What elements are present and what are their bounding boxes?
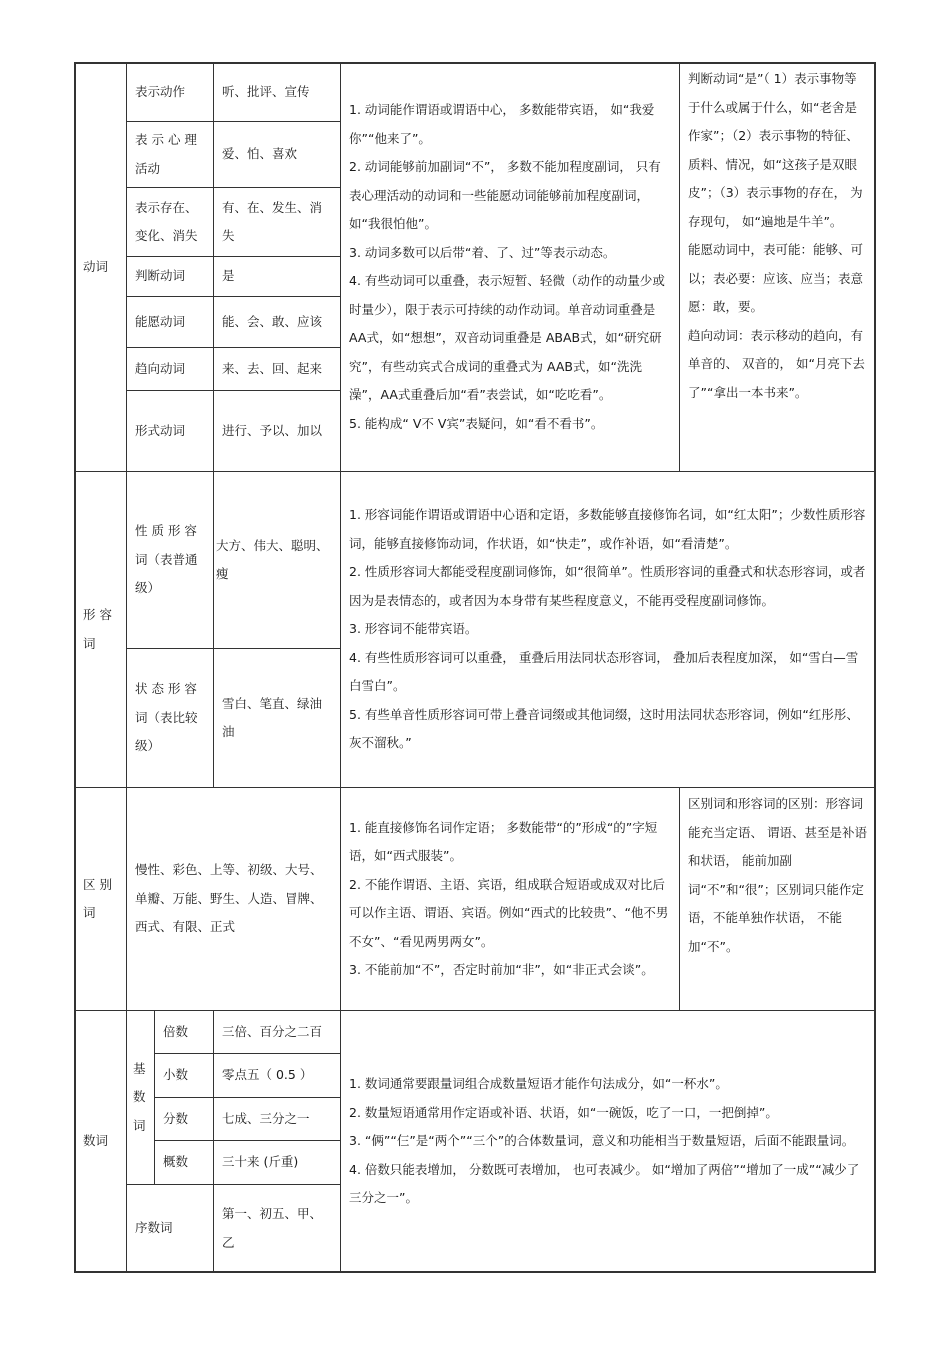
category-distinguishing: 区 别 词 xyxy=(74,787,127,1011)
verb-ex-formal: 进行、予以、加以 xyxy=(213,390,341,472)
numeral-sub-decimal: 小数 xyxy=(154,1053,214,1098)
numeral-features: 1. 数词通常要跟量词组合成数量短语才能作句法成分，如“一杯水”。 2. 数量短语通常用作定语或补语、状语，如“一碗饭，吃了一口，一把倒掉”。 3. “俩”“仨”是“两个”“三个”的合体数量词，意义和功能相当于数量短语，后面不能跟量词。 4. 倍数只能表增加， 分数既可表增加， 也可表减少。 如“增加了两倍”“增加了一成”“减少了三分之一”。 xyxy=(340,1010,876,1273)
numeral-base-label: 基 数 词 xyxy=(126,1010,155,1185)
distinct-note: 区别词和形容词的区别：形容词能充当定语、 谓语、甚至是补语和状语， 能前加副词“不”和“很”；区别词只能作定语，不能单独作状语， 不能加“不”。 xyxy=(679,787,876,1011)
category-adjective: 形 容 词 xyxy=(74,471,127,788)
verb-sub-exist: 表示存在、变化、消失 xyxy=(126,187,214,257)
numeral-ex-fraction: 七成、三分之一 xyxy=(213,1097,341,1141)
verb-sub-psych: 表 示 心 理 活动 xyxy=(126,121,214,188)
adj-ex-state: 雪白、笔直、绿油油 xyxy=(213,648,341,788)
numeral-ex-decimal: 零点五（ 0.5 ） xyxy=(213,1053,341,1098)
adj-features: 1. 形容词能作谓语或谓语中心语和定语，多数能够直接修饰名词，如“红太阳”；少数性质形容词，能够直接修饰动词，作状语，如“快走”，或作补语，如“看清楚”。 2. 性质形容词大都能受程度副词修饰，如“很简单”。性质形容词的重叠式和状态形容词，或者因为是表情态的，或者因为本身带有某些程度意义，不能再受程度副词修饰。 3. 形容词不能带宾语。 4. 有些性质形容词可以重叠， 重叠后用法同状态形容词， 叠加后表程度加深， 如“雪白—雪白雪白”。 5. 有些单音性质形容词可带上叠音词缀或其他词缀，这时用法同状态形容词，例如“红彤彤、灰不溜秋。” xyxy=(340,471,876,788)
verb-features: 1. 动词能作谓语或谓语中心， 多数能带宾语， 如“我爱你”“他来了”。 2. 动词能够前加副词“不”， 多数不能加程度副词， 只有表心理活动的动词和一些能愿动词能够前加程度副词，如“我很怕他”。 3. 动词多数可以后带“着、了、过”等表示动态。 4. 有些动词可以重叠，表示短暂、轻微（动作的动量少或时量少），限于表示可持续的动作动词。单音动词重叠是 AA式，如“想想”，双音动词重叠是 ABAB式，如“研究研究”，有些动宾式合成词的重叠式为 AAB式，如“洗洗澡”，AA式重叠后加“看”表尝试，如“吃吃看”。 5. 能构成“ V不 V宾”表疑问，如“看不看书”。 xyxy=(340,62,680,472)
verb-ex-action: 听、批评、宣传 xyxy=(213,62,341,122)
adj-sub-quality: 性 质 形 容 词（表普通级） xyxy=(126,471,214,649)
category-numeral: 数词 xyxy=(74,1010,127,1273)
verb-notes: 判断动词“是”（ 1）表示事物等于什么或属于什么，如“老舍是作家”；（2）表示事物的特征、质料、情况，如“这孩子是双眼皮”；（3）表示事物的存在， 为存现句， 如“遍地是牛羊”。 能愿动词中，表可能：能够、可以；表必要：应该、应当；表意愿：敢，要。 趋向动词：表示移动的趋向，有单音的、 双音的， 如“月亮下去了”“拿出一本书来”。 xyxy=(679,62,876,472)
verb-ex-psych: 爱、怕、喜欢 xyxy=(213,121,341,188)
adj-ex-quality: 大方、伟大、聪明、瘦 xyxy=(213,471,341,649)
numeral-sub-ordinal: 序数词 xyxy=(126,1184,214,1273)
verb-sub-action: 表示动作 xyxy=(126,62,214,122)
adj-sub-state: 状 态 形 容 词（表比较级） xyxy=(126,648,214,788)
verb-sub-formal: 形式动词 xyxy=(126,390,214,472)
verb-ex-modal: 能、会、敢、应该 xyxy=(213,296,341,348)
verb-ex-exist: 有、在、发生、消失 xyxy=(213,187,341,257)
numeral-sub-fraction: 分数 xyxy=(154,1097,214,1141)
distinct-examples: 慢性、彩色、上等、初级、大号、单瓣、万能、野生、人造、冒牌、西式、有限、正式 xyxy=(126,787,341,1011)
verb-ex-directional: 来、去、回、起来 xyxy=(213,347,341,391)
verb-ex-judge: 是 xyxy=(213,256,341,297)
numeral-ex-ordinal: 第一、初五、甲、乙 xyxy=(213,1184,341,1273)
numeral-sub-multiple: 倍数 xyxy=(154,1010,214,1054)
distinct-features: 1. 能直接修饰名词作定语； 多数能带“的”形成“的”字短语，如“西式服装”。 2. 不能作谓语、主语、宾语，组成联合短语或成双对比后可以作主语、谓语、宾语。例如“西式的比较贵”、“他不男不女”、“看见两男两女”。 3. 不能前加“不”，否定时前加“非”，如“非正式会谈”。 xyxy=(340,787,680,1011)
verb-sub-judge: 判断动词 xyxy=(126,256,214,297)
numeral-sub-approx: 概数 xyxy=(154,1140,214,1185)
verb-sub-directional: 趋向动词 xyxy=(126,347,214,391)
numeral-ex-approx: 三十来 (斤重) xyxy=(213,1140,341,1185)
category-verb: 动词 xyxy=(74,62,127,472)
numeral-ex-multiple: 三倍、百分之二百 xyxy=(213,1010,341,1054)
verb-sub-modal: 能愿动词 xyxy=(126,296,214,348)
